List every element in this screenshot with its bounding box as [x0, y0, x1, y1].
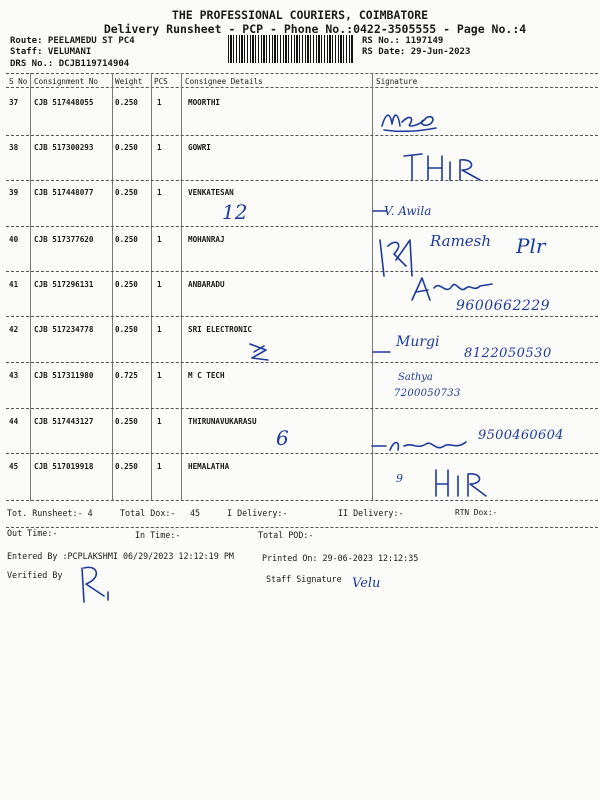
row-consignee: MOORTHI: [188, 98, 221, 107]
i-delivery-label: I Delivery:-: [227, 508, 288, 518]
row-pcs: 1: [157, 280, 162, 289]
row-sno: 44: [9, 417, 19, 426]
handwritten-phone-43: 7200050733: [394, 388, 461, 399]
row-consignee: THIRUNAVUKARASU: [188, 417, 257, 426]
row-rule: [6, 226, 598, 227]
col-header-weight: Weight: [115, 77, 143, 86]
col-divider: [151, 73, 152, 501]
row-sno: 40: [9, 235, 19, 244]
row-consignee: MOHANRAJ: [188, 235, 225, 244]
row-rule: [6, 500, 598, 501]
runsheet-subtitle: Delivery Runsheet - PCP - Phone No.:0422-3505555 - Page No.:4: [103, 22, 527, 36]
total-pod-label: Total POD:-: [258, 530, 314, 540]
row-weight: 0.250: [115, 143, 138, 152]
row-weight: 0.250: [115, 235, 138, 244]
table-header-rule: [6, 87, 598, 88]
ii-delivery-label: II Delivery:-: [338, 508, 404, 518]
row-pcs: 1: [157, 98, 162, 107]
col-header-consignment: Consignment No: [34, 77, 99, 86]
verifier-signature: [76, 562, 116, 608]
tot-runsheet: Tot. Runsheet:- 4: [7, 508, 93, 518]
in-time-label: In Time:-: [135, 530, 181, 540]
row-pcs: 1: [157, 325, 162, 334]
row-sno: 41: [9, 280, 19, 289]
row-consignment: CJB 517300293: [34, 143, 94, 152]
staff-signature: Velu: [352, 576, 381, 591]
barcode: [228, 35, 354, 63]
handwritten-phone-44: 9500460604: [478, 428, 564, 443]
row-sno: 37: [9, 98, 19, 107]
rs-date: RS Date: 29-Jun-2023: [362, 47, 471, 57]
row-rule: [6, 362, 598, 363]
col-header-pcs: PCS: [154, 77, 168, 86]
col-divider: [112, 73, 113, 501]
handwritten-number-9: 9: [396, 472, 403, 485]
printed-on: Printed On: 29-06-2023 12:12:35: [262, 553, 419, 563]
handwritten-phone-41: 9600662229: [456, 298, 551, 314]
row-weight: 0.250: [115, 280, 138, 289]
drs-number: DRS No.: DCJB119714904: [10, 59, 130, 69]
row-sno: 38: [9, 143, 19, 152]
handwritten-plr: Plr: [516, 234, 546, 258]
footer-rule: [6, 527, 598, 528]
handwritten-mark-42: [246, 340, 272, 362]
verified-by-label: Verified By: [7, 570, 63, 580]
pen-stroke: [372, 348, 392, 356]
row-rule: [6, 271, 598, 272]
row-rule: [6, 316, 598, 317]
row-consignee: ANBARADU: [188, 280, 225, 289]
row-pcs: 1: [157, 235, 162, 244]
row-consignee: HEMALATHA: [188, 462, 230, 471]
row-pcs: 1: [157, 143, 162, 152]
row-rule: [6, 453, 598, 454]
col-header-consignee: Consignee Details: [185, 77, 263, 86]
handwritten-signature-39: V. Awila: [384, 204, 432, 218]
pen-stroke: [372, 207, 388, 215]
signature-scribble-45: [428, 466, 498, 500]
row-rule: [6, 180, 598, 181]
row-consignment: CJB 517296131: [34, 280, 94, 289]
row-consignment: CJB 517377620: [34, 235, 94, 244]
row-sno: 39: [9, 188, 19, 197]
staff-label: Staff: VELUMANI: [10, 47, 92, 57]
table-top-rule: [6, 73, 598, 74]
signature-scribble-44: [370, 432, 474, 458]
row-consignee: GOWRI: [188, 143, 211, 152]
row-consignee: SRI ELECTRONIC: [188, 325, 253, 334]
total-dox-label: Total Dox:-: [120, 508, 176, 518]
col-divider: [181, 73, 182, 501]
signature-scribble-37: [380, 108, 440, 134]
row-rule: [6, 135, 598, 136]
row-pcs: 1: [157, 462, 162, 471]
route-label: Route: PEELAMEDU ST PC4: [10, 36, 135, 46]
col-header-signature: Signature: [376, 77, 418, 86]
row-sno: 42: [9, 325, 19, 334]
row-consignment: CJB 517234778: [34, 325, 94, 334]
out-time-label: Out Time:-: [7, 528, 58, 538]
row-weight: 0.250: [115, 417, 138, 426]
row-consignment: CJB 517448077: [34, 188, 94, 197]
entered-by: Entered By :PCPLAKSHMI 06/29/2023 12:12:19 PM: [7, 551, 234, 561]
staff-signature-label: Staff Signature: [266, 574, 342, 584]
company-title: THE PROFESSIONAL COURIERS, COIMBATORE: [171, 8, 429, 22]
row-pcs: 1: [157, 371, 162, 380]
row-sno: 43: [9, 371, 19, 380]
row-consignment: CJB 517448055: [34, 98, 94, 107]
row-consignee: M C TECH: [188, 371, 225, 380]
row-consignment: CJB 517019918: [34, 462, 94, 471]
row-weight: 0.250: [115, 98, 138, 107]
row-weight: 0.250: [115, 325, 138, 334]
row-weight: 0.250: [115, 188, 138, 197]
row-pcs: 1: [157, 188, 162, 197]
row-weight: 0.725: [115, 371, 138, 380]
total-dox-value: 45: [190, 508, 201, 518]
handwritten-signature-43: Sathya: [398, 372, 433, 383]
row-consignment: CJB 517311980: [34, 371, 94, 380]
handwritten-number-12: 12: [222, 200, 248, 224]
handwritten-signature-40: Ramesh: [430, 232, 492, 250]
col-header-sno: S No: [9, 77, 28, 86]
row-rule: [6, 408, 598, 409]
handwritten-phone-42: 8122050530: [464, 346, 552, 361]
row-consignee: VENKATESAN: [188, 188, 234, 197]
handwritten-number-6: 6: [276, 426, 289, 450]
rs-number: RS No.: 1197149: [362, 36, 444, 46]
rtn-dox-label: RTN Dox:-: [455, 508, 498, 517]
signature-scribble-38: [402, 150, 492, 184]
row-pcs: 1: [157, 417, 162, 426]
row-consignment: CJB 517443127: [34, 417, 94, 426]
row-weight: 0.250: [115, 462, 138, 471]
col-divider: [30, 73, 31, 501]
handwritten-signature-42: Murgi: [396, 334, 440, 350]
row-sno: 45: [9, 462, 19, 471]
